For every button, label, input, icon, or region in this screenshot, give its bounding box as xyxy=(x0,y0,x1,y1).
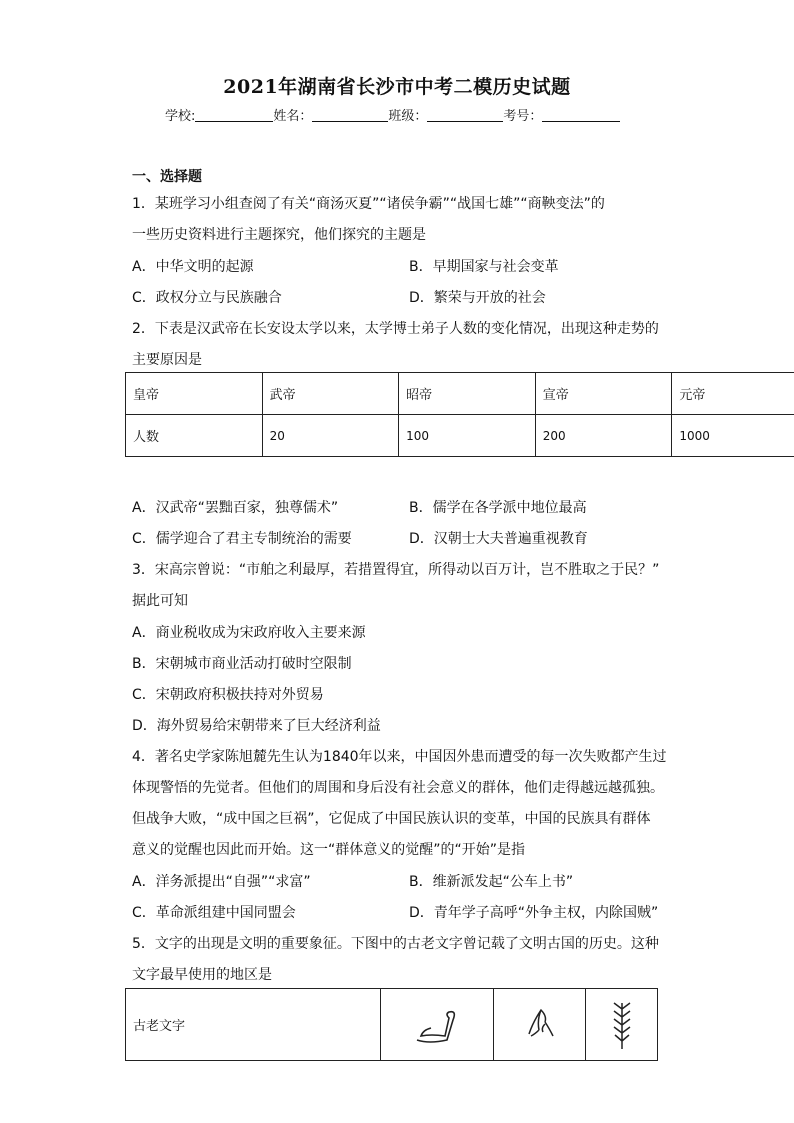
q4-stem-line4: 意义的觉醒也因此而开始。这一“群体意义的觉醒”的“开始”是指 xyxy=(132,842,526,858)
q2-option-c: C．儒学迎合了君主专制统治的需要 xyxy=(132,531,352,547)
q5-glyph-cell xyxy=(381,989,494,1061)
q4-option-a: A．洋务派提出“自强”“求富” xyxy=(132,874,311,890)
q2-stem-line2: 主要原因是 xyxy=(132,352,202,368)
exam-no-label: 考号： xyxy=(503,109,543,124)
q2-data-table xyxy=(125,372,794,457)
table-cell: 皇帝 xyxy=(126,373,263,415)
exam-no-blank xyxy=(542,108,620,122)
table-cell: 20 xyxy=(262,415,399,457)
table-cell: 元帝 xyxy=(672,373,794,415)
q2-option-b: B．儒学在各学派中地位最高 xyxy=(409,500,587,516)
table-row xyxy=(126,373,794,415)
q5-stem-line1: 5．文字的出现是文明的重要象征。下图中的古老文字曾记载了文明古国的历史。这种 xyxy=(132,936,659,952)
bird-glyph-icon xyxy=(407,1000,467,1050)
q2-stem-line1: 2．下表是汉武帝在长安设太学以来，太学博士弟子人数的变化情况，出现这种走势的 xyxy=(132,321,659,337)
class-blank xyxy=(427,108,503,122)
q5-stem-line2: 文字最早使用的地区是 xyxy=(132,967,272,983)
q4-option-b: B．维新派发起“公车上书” xyxy=(409,874,574,890)
table-cell: 武帝 xyxy=(262,373,399,415)
q1-stem-line1: 1．某班学习小组查阅了有关“商汤灭夏”“诸侯争霸”“战国七雄”“商鞅变法”的 xyxy=(132,196,605,212)
school-label: 学校: xyxy=(165,109,196,124)
q3-option-c: C．宋朝政府积极扶持对外贸易 xyxy=(132,687,324,703)
q5-glyph-cell xyxy=(586,989,658,1061)
q4-stem-line1: 4．著名史学家陈旭麓先生认为1840年以来，中国因外患而遭受的每一次失败都产生过 xyxy=(132,749,667,765)
q1-option-a: A．中华文明的起源 xyxy=(132,259,254,275)
table-cell: 200 xyxy=(535,415,672,457)
table-cell: 昭帝 xyxy=(399,373,536,415)
section-title: 一、选择题 xyxy=(132,169,202,185)
q2-option-a: A．汉武帝“罢黜百家，独尊儒术” xyxy=(132,500,339,516)
name-label: 姓名： xyxy=(273,109,313,124)
q3-stem-line1: 3．宋高宗曾说：“市舶之利最厚，若措置得宜，所得动以百万计，岂不胜取之于民？” xyxy=(132,562,660,578)
q3-option-b: B．宋朝城市商业活动打破时空限制 xyxy=(132,656,352,672)
q2-option-d: D．汉朝士大夫普遍重视教育 xyxy=(409,531,588,547)
q5-glyph-table xyxy=(125,988,658,1061)
q3-stem-line2: 据此可知 xyxy=(132,593,188,609)
q5-table-label: 古老文字 xyxy=(126,989,381,1061)
page-title: 2021年湖南省长沙市中考二模历史试题 xyxy=(223,76,571,98)
q3-option-d: D．海外贸易给宋朝带来了巨大经济利益 xyxy=(132,718,381,734)
table-cell: 100 xyxy=(399,415,536,457)
table-row xyxy=(126,989,658,1061)
q1-option-c: C．政权分立与民族融合 xyxy=(132,290,282,306)
q1-stem-line2: 一些历史资料进行主题探究，他们探究的主题是 xyxy=(132,227,426,243)
class-label: 班级： xyxy=(388,109,428,124)
q4-stem-line3: 但战争大败，“成中国之巨祸”，它促成了中国民族认识的变革，中国的民族具有群体 xyxy=(132,811,651,827)
table-row xyxy=(126,415,794,457)
student-info-row xyxy=(165,105,620,124)
q4-stem-line2: 体现警悟的先觉者。但他们的周围和身后没有社会意义的群体，他们走得越远越孤独。 xyxy=(132,780,664,796)
q1-option-b: B．早期国家与社会变革 xyxy=(409,259,559,275)
q5-glyph-cell xyxy=(494,989,586,1061)
q4-option-d: D．青年学子高呼“外争主权，内除国贼” xyxy=(409,905,659,921)
plant-glyph-icon xyxy=(602,997,642,1053)
school-blank xyxy=(195,108,273,122)
table-cell: 1000 xyxy=(672,415,794,457)
q3-option-a: A．商业税收成为宋政府收入主要来源 xyxy=(132,625,366,641)
q1-option-d: D．繁荣与开放的社会 xyxy=(409,290,546,306)
q4-option-c: C．革命派组建中国同盟会 xyxy=(132,905,296,921)
name-blank xyxy=(312,108,388,122)
figure-glyph-icon xyxy=(515,1000,565,1050)
table-cell: 宣帝 xyxy=(535,373,672,415)
table-cell: 人数 xyxy=(126,415,263,457)
